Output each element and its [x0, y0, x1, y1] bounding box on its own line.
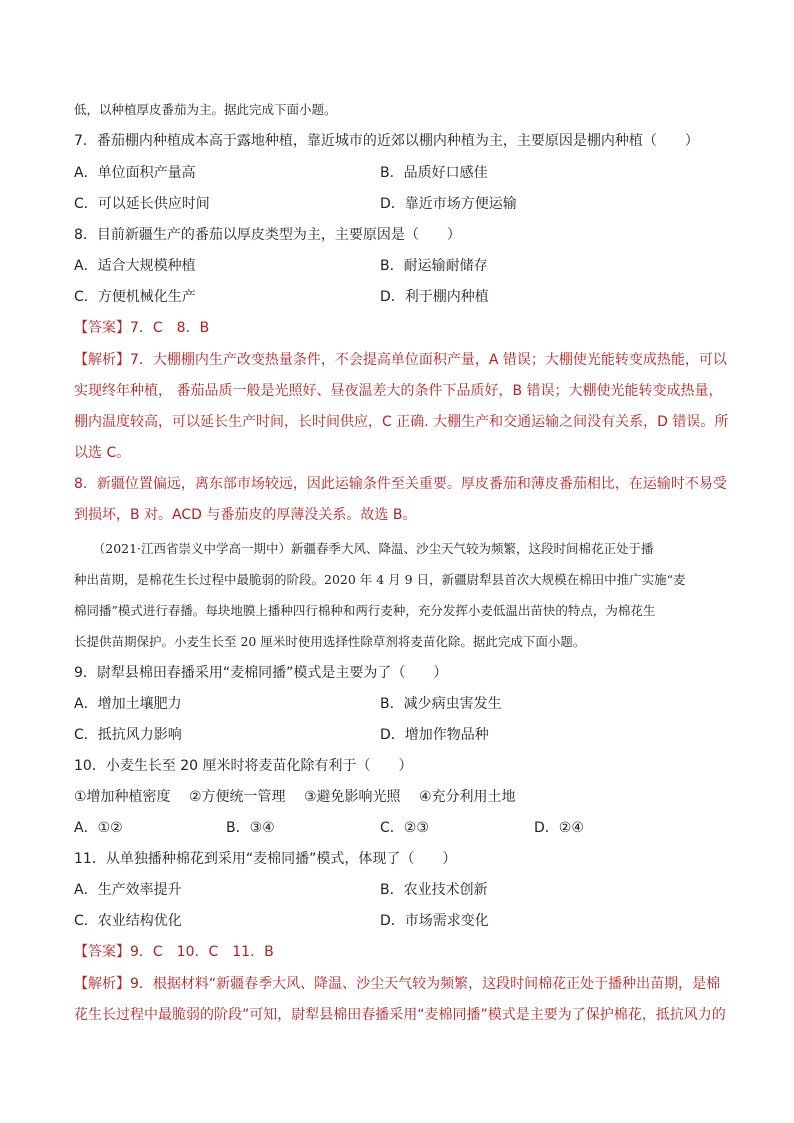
q11-option-d: D．市场需求变化 — [380, 913, 489, 929]
analysis-2-line: 【解析】9．根据材料“新疆春季大风、降温、沙尘天气较为频繁，这段时间棉花正处于播种出苗期，是棉 — [74, 976, 721, 992]
answer-block-2: 【答案】9．C 10．C 11．B — [74, 944, 274, 960]
material-paragraph-line: 长提供苗期保护。小麦生长至 20 厘米时使用选择性除草剂将麦苗化除。据此完成下面小题。 — [74, 634, 586, 649]
q10-statements: ①增加种植密度 ②方便统一管理 ③避免影响光照 ④充分利用土地 — [74, 789, 516, 805]
q9-option-a: A．增加土壤肥力 — [74, 696, 182, 712]
q10-option-d: D．②④ — [534, 820, 584, 836]
q9-option-b: B．减少病虫害发生 — [380, 696, 502, 712]
q11-option-a: A．生产效率提升 — [74, 882, 182, 898]
question-7-stem: 7．番茄棚内种植成本高于露地种植，靠近城市的近郊以棚内种植为主，主要原因是棚内种植（ ） — [74, 133, 699, 149]
q10-option-b: B．③④ — [226, 820, 275, 836]
answer-block-1: 【答案】7．C 8．B — [74, 320, 210, 336]
q8-option-c: C．方便机械化生产 — [74, 289, 196, 305]
material-paragraph-line: 棉同播”模式进行春播。每块地膜上播种四行棉种和两行麦种，充分发挥小麦低温出苗快的特点，为棉花生 — [74, 603, 656, 618]
analysis-2-line: 花生长过程中最脆弱的阶段”可知，尉犁县棉田春播采用“麦棉同播”模式是主要为了保护棉花，抵抗风力的 — [74, 1007, 726, 1023]
q9-option-d: D．增加作物品种 — [380, 727, 489, 743]
analysis-1-line: 棚内温度较高，可以延长生产时间，长时间供应，C 正确. 大棚生产和交通运输之间没有关系，D 错误。所 — [74, 414, 729, 430]
q11-option-c: C．农业结构优化 — [74, 913, 182, 929]
q8-option-d: D．利于棚内种植 — [380, 289, 489, 305]
question-11-stem: 11．从单独播种棉花到采用“麦棉同播”模式，体现了（ ） — [74, 851, 457, 867]
analysis-1-line: 到损坏，B 对。ACD 与番茄皮的厚薄没关系。故选 B。 — [74, 507, 417, 523]
q9-option-c: C．抵抗风力影响 — [74, 727, 182, 743]
q7-option-d: D．靠近市场方便运输 — [380, 196, 517, 212]
material-paragraph-line: 种出苗期，是棉花生长过程中最脆弱的阶段。2020 年 4 月 9 日，新疆尉犁县首次大规模在棉田中推广实施“麦 — [74, 572, 686, 587]
q7-option-c: C．可以延长供应时间 — [74, 196, 210, 212]
q10-option-c: C．②③ — [380, 820, 429, 836]
question-9-stem: 9．尉犁县棉田春播采用“麦棉同播”模式是主要为了（ ） — [74, 665, 448, 681]
q8-option-a: A．适合大规模种植 — [74, 258, 196, 274]
material-paragraph-line: （2021·江西省崇义中学高一期中）新疆春季大风、降温、沙尘天气较为频繁，这段时间棉花正处于播 — [74, 541, 654, 556]
analysis-1-line: 实现终年种植， 番茄品质一般是光照好、昼夜温差大的条件下品质好，B 错误；大棚使光能转变成热量， — [74, 383, 723, 399]
analysis-1-line: 以选 C。 — [74, 445, 131, 461]
q10-option-a: A．①② — [74, 820, 123, 836]
q7-option-b: B．品质好口感佳 — [380, 165, 488, 181]
q11-option-b: B．农业技术创新 — [380, 882, 488, 898]
analysis-1-line: 【解析】7．大棚棚内生产改变热量条件，不会提高单位面积产量，A 错误；大棚使光能转变成热能，可以 — [74, 352, 727, 368]
question-8-stem: 8．目前新疆生产的番茄以厚皮类型为主，主要原因是（ ） — [74, 227, 461, 243]
question-10-stem: 10．小麦生长至 20 厘米时将麦苗化除有利于（ ） — [74, 758, 413, 774]
intro-tail: 低，以种植厚皮番茄为主。据此完成下面小题。 — [74, 102, 337, 117]
q7-option-a: A．单位面积产量高 — [74, 165, 196, 181]
analysis-1-line: 8．新疆位置偏远，离东部市场较远，因此运输条件至关重要。厚皮番茄和薄皮番茄相比，在运输时不易受 — [74, 476, 727, 492]
q8-option-b: B．耐运输耐储存 — [380, 258, 488, 274]
